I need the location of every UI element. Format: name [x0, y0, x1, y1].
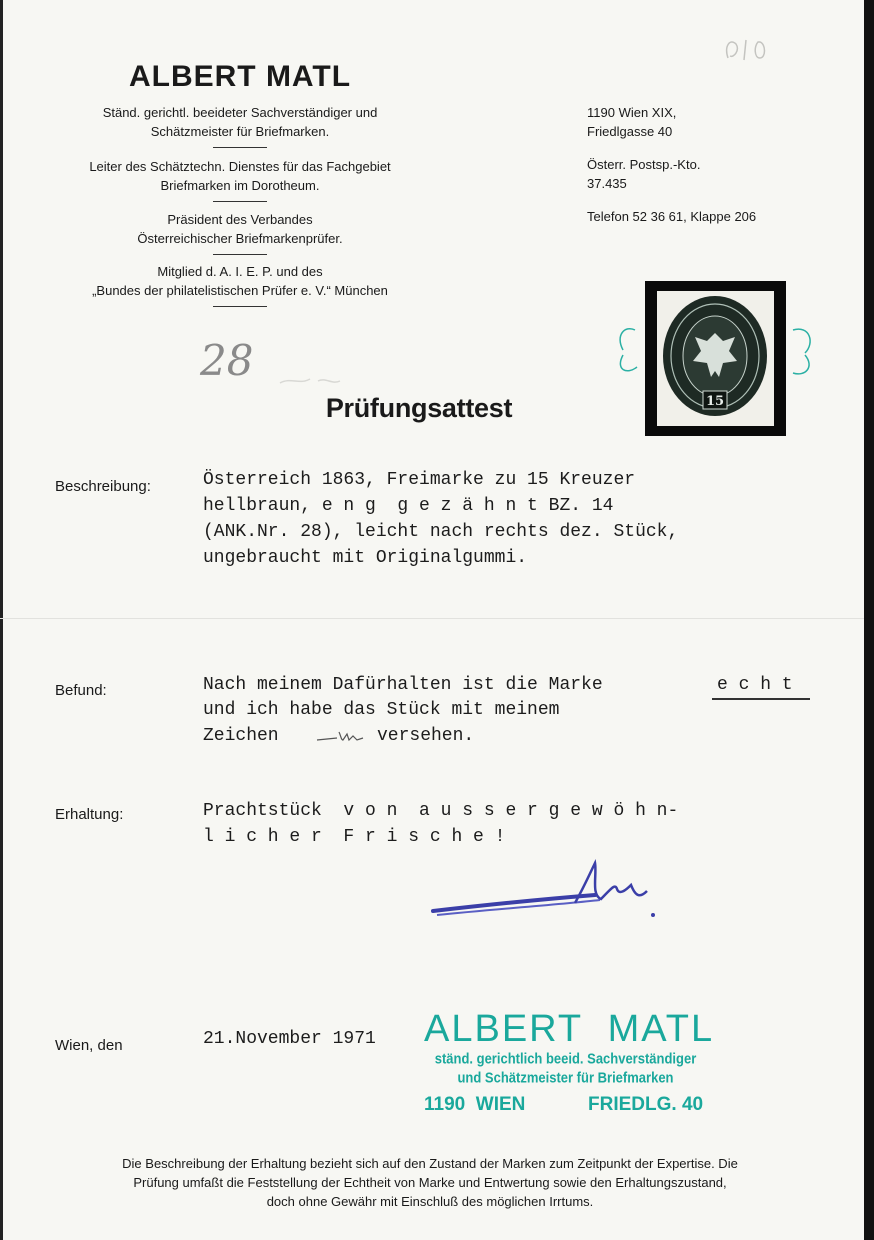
finding-label: Befund: [55, 682, 107, 699]
postal-account-number: 37.435 [587, 176, 627, 191]
disclaimer-line-2: Prüfung umfaßt die Feststellung der Echtheit von Marke und Entwertung sowie den Erhaltungszustand, [133, 1175, 727, 1190]
postage-stamp-image [615, 275, 820, 445]
stamp-value: 15 [705, 394, 725, 409]
description-line-2: hellbraun, e n g g e z ä h n t BZ. 14 [203, 496, 614, 516]
rubber-stamp-name: ALBERT MATL [424, 1008, 715, 1050]
genuine-underline [712, 698, 810, 700]
credential-line-5: Präsident des Verbandes [167, 212, 313, 227]
description-line-4: ungebraucht mit Originalgummi. [203, 548, 528, 568]
address-line-2: Friedlgasse 40 [587, 124, 673, 139]
rubber-stamp-line-2: und Schätzmeister für Briefmarken [457, 1068, 674, 1087]
divider [213, 254, 267, 255]
credential-line-4: Briefmarken im Dorotheum. [160, 178, 320, 193]
credential-line-6: Österreichischer Briefmarkenprüfer. [137, 231, 343, 246]
postal-account-label: Österr. Postsp.-Kto. [587, 157, 701, 172]
pencil-faint-marks [240, 365, 360, 395]
credential-line-3: Leiter des Schätztechn. Dienstes für das Fachgebiet [89, 159, 391, 174]
finding-line-3a: Zeichen [203, 726, 279, 746]
date-value: 21.November 1971 [203, 1029, 376, 1049]
description-line-1: Österreich 1863, Freimarke zu 15 Kreuzer [203, 470, 636, 490]
scan-edge-right [864, 0, 874, 1240]
finding-line-1: Nach meinem Dafürhalten ist die Marke [203, 675, 603, 695]
finding-line-3b: versehen. [377, 726, 475, 746]
description-label: Beschreibung: [55, 478, 151, 495]
pencil-scribble [720, 28, 790, 68]
credential-line-1: Ständ. gerichtl. beeideter Sachverständiger und [102, 105, 378, 120]
address-line-1: 1190 Wien XIX, [587, 105, 677, 120]
date-label: Wien, den [55, 1037, 123, 1054]
rubber-stamp-street: FRIEDLG. 40 [588, 1094, 704, 1115]
disclaimer-line-1: Die Beschreibung der Erhaltung bezieht sich auf den Zustand der Marken zum Zeitpunkt der Expertise. Die [122, 1156, 738, 1171]
signature [425, 855, 665, 925]
divider [213, 201, 267, 202]
finding-line-2: und ich habe das Stück mit meinem [203, 700, 560, 720]
disclaimer [30, 1154, 830, 1211]
divider [213, 147, 267, 148]
rubber-stamp-city: 1190 WIEN [424, 1094, 526, 1115]
divider [213, 306, 267, 307]
pencil-catalog-number: 28 [200, 336, 254, 385]
credential-line-7: Mitglied d. A. I. E. P. und des [157, 264, 323, 279]
rubber-stamp-line-1: ständ. gerichtlich beeid. Sachverständiger [434, 1049, 697, 1068]
document-title-text: Prüfungsattest [325, 393, 513, 423]
expert-mark-icon [315, 728, 365, 746]
condition-label: Erhaltung: [55, 806, 124, 823]
credential-line-8: „Bundes der philatelistischen Prüfer e. V.“ München [92, 283, 388, 298]
fold-line [0, 618, 864, 619]
condition-line-1: Prachtstück v o n a u s s e r g e w ö h n- [203, 801, 679, 821]
telephone: Telefon 52 36 61, Klappe 206 [587, 209, 757, 224]
finding-genuine: e c h t [717, 675, 793, 695]
description-line-3: (ANK.Nr. 28), leicht nach rechts dez. Stück, [203, 522, 679, 542]
disclaimer-line-3: doch ohne Gewähr mit Einschluß des möglichen Irrtums. [266, 1194, 594, 1209]
company-name: ALBERT MATL [128, 60, 352, 93]
condition-line-2: l i c h e r F r i s c h e ! [203, 827, 506, 847]
credential-line-2: Schätzmeister für Briefmarken. [150, 124, 330, 139]
